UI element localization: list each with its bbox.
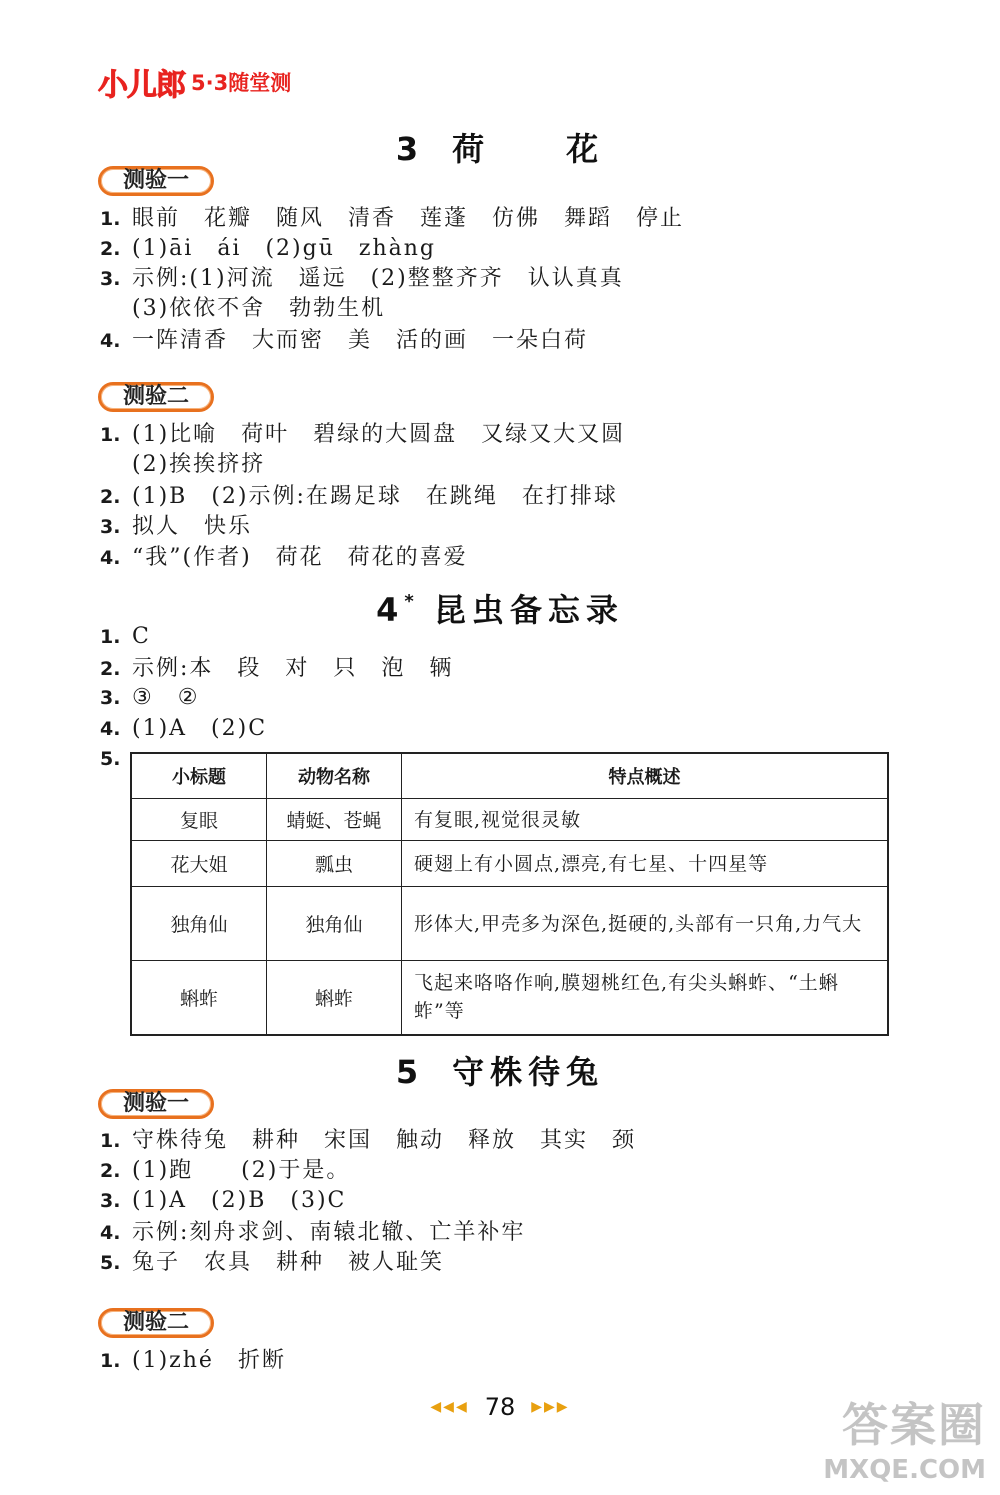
quiz-badge: 测验一 [98, 1089, 214, 1119]
answer-line: 1. 守株待兔 耕种 宋国 触动 释放 其实 颈 [100, 1128, 637, 1153]
lesson-number: 5 [395, 1053, 425, 1091]
answer-line: 3. 示例:(1)河流 遥远 (2)整整齐齐 认认真真 [100, 266, 624, 291]
watermark-logo: 答案圈 [842, 1398, 986, 1452]
answer-line: 4. “我”(作者) 荷花 荷花的喜爱 [100, 545, 468, 570]
answer-line: 1. 眼前 花瓣 随风 清香 莲蓬 仿佛 舞蹈 停止 [100, 206, 685, 231]
table-cell: 蝌蚱 [267, 961, 402, 1035]
right-arrows-icon: ▶▶▶ [531, 1399, 570, 1415]
table-header: 小标题 [131, 753, 267, 799]
answer-line: (2)挨挨挤挤 [132, 452, 266, 477]
table-row [131, 961, 888, 1035]
answer-line: 4. 一阵清香 大而密 美 活的画 一朵白荷 [100, 328, 589, 353]
answer-line: 4. 示例:刻舟求剑、南辕北辙、亡羊补牢 [100, 1220, 526, 1245]
table-cell: 瓢虫 [267, 841, 402, 887]
table-cell: 蜻蜓、苍蝇 [267, 799, 402, 841]
quiz-badge: 测验二 [98, 382, 214, 412]
optional-mark: * [404, 591, 414, 612]
table-cell: 独角仙 [131, 887, 267, 961]
table-cell: 花大姐 [131, 841, 267, 887]
table-cell: 硬翅上有小圆点,漂亮,有七星、十四星等 [402, 841, 889, 887]
table-cell: 飞起来咯咯作响,膜翅桃红色,有尖头蝌蚱、“土蝌蚱”等 [402, 961, 889, 1035]
lesson-number: 4 [376, 591, 405, 629]
watermark [823, 1389, 986, 1485]
table-row [131, 799, 888, 841]
answer-line: 2. (1)B (2)示例:在踢足球 在跳绳 在打排球 [100, 484, 618, 509]
quiz-badge: 测验二 [98, 1308, 214, 1338]
table-row [131, 887, 888, 961]
question-number: 5. [100, 748, 121, 770]
table-row [131, 841, 888, 887]
answer-line: 2. 示例:本 段 对 只 泡 辆 [100, 656, 454, 681]
left-arrows-icon: ◀◀◀ [430, 1399, 469, 1415]
answer-line: 3. 拟人 快乐 [100, 514, 253, 539]
lesson-title-text: 荷 花 [452, 130, 605, 168]
brand-logo [98, 60, 291, 104]
answer-line: 2. (1)跑 (2)于是。 [100, 1158, 351, 1183]
lesson-title-text: 昆虫备忘录 [433, 591, 624, 629]
quiz-badge: 测验一 [98, 166, 214, 196]
answer-line: 2. (1)āi ái (2)gū zhàng [100, 236, 437, 261]
answer-line: (3)依依不舍 勃勃生机 [132, 296, 386, 321]
logo-main-text: 小儿郎 [98, 68, 185, 103]
table-cell: 形体大,甲壳多为深色,挺硬的,头部有一只角,力气大 [402, 887, 889, 961]
table-cell: 有复眼,视觉很灵敏 [402, 799, 889, 841]
table-cell: 蝌蚱 [131, 961, 267, 1035]
table-header: 特点概述 [402, 753, 889, 799]
table-cell: 独角仙 [267, 887, 402, 961]
answer-line: 5. 兔子 农具 耕种 被人耻笑 [100, 1250, 445, 1275]
answer-line: 1. C [100, 624, 151, 649]
table-cell: 复眼 [131, 799, 267, 841]
table-header: 动物名称 [267, 753, 402, 799]
answer-line: 3. (1)A (2)B (3)C [100, 1188, 347, 1213]
logo-sub-text: 5·3随堂测 [191, 71, 292, 95]
lesson3-title [0, 124, 1000, 170]
watermark-url: MXQE.COM [823, 1455, 986, 1485]
answer-line: 1. (1)比喻 荷叶 碧绿的大圆盘 又绿又大又圆 [100, 422, 626, 447]
lesson-number: 3 [395, 130, 425, 168]
answer-line: 3. ③ ② [100, 685, 200, 710]
insect-table [130, 752, 889, 1036]
lesson5-title [0, 1047, 1000, 1093]
answer-line: 1. (1)zhé 折断 [100, 1348, 286, 1373]
answer-line: 4. (1)A (2)C [100, 716, 268, 741]
page-number: 78 [484, 1393, 516, 1421]
lesson-title-text: 守株待兔 [452, 1053, 605, 1091]
table-header-row [131, 753, 888, 799]
